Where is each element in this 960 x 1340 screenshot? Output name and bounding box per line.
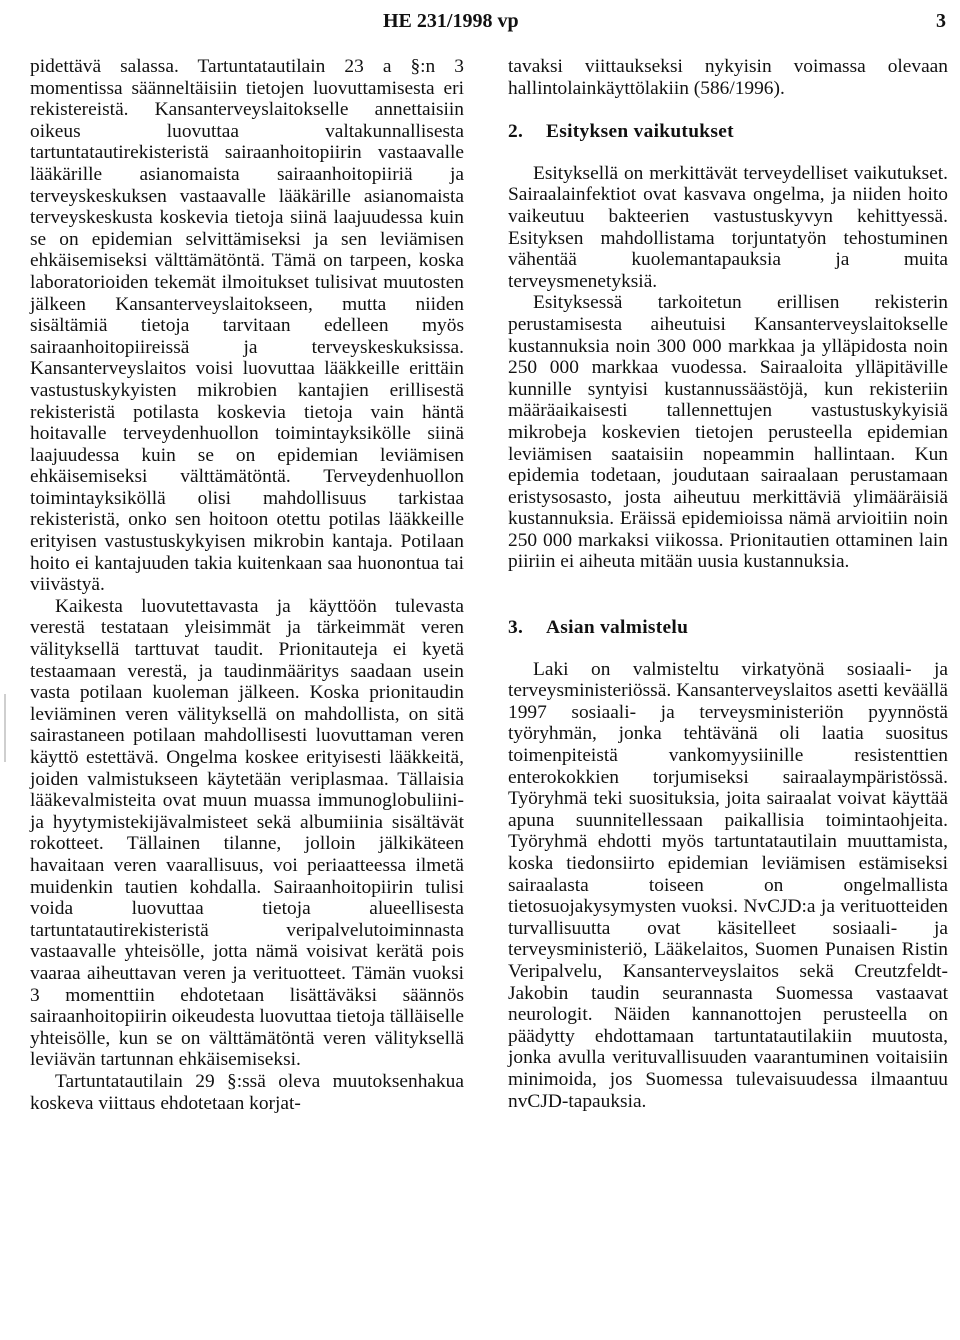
section-3-paragraph-1: Laki on valmisteltu virkatyönä sosiaali- ja terveysministeriössä. Kansanterveyslaitos asetti keväällä 1997 sosiaali- ja terveysministeriön pyynnöstä työryhmän, jonka tehtävänä oli laatia suositus toimenpiteistä vankomyysiinille resistenttien enterokokkien torjumiseksi sairaalaympäristössä. Työryhmä teki suosituksia, joita sairaalat voivat käyttää apuna suunnitellessaan paikallisia toimintaohjeita. Työryhmä ehdotti myös tartuntatautilain muuttamista, koska tiedonsiirto epidemian leviämisen estämiseksi sairaalasta toiseen on ongelmallista tietosuojakysymysten vuoksi. NvCJD:a ja verituotteiden turvallisuutta ovat käsitelleet sosiaali- ja terveysministeriö, Lääkelaitos, Suomen Punaisen Ristin Veripalvelu, Kansanterveyslaitos sekä Creutzfeldt-Jakobin taudin seurannasta Suomessa vastaavat neurologit. Näiden kannanottojen perusteella on päädytty ehdottamaan tartuntatautilakiin muutosta, jonka avulla verituvallisuuden vaarantuminen voitaisiin minimoida, jos Suomessa tulevaisuudessa ilmaantuu nvCJD-tapauksia.: [508, 658, 948, 1112]
section-2-paragraph-1: Esityksellä on merkittävät terveydelliset vaikutukset. Sairaalainfektiot ovat kasvava ongelma, ja niiden hoito vaikeutuu bakteerien vastustuskyvyn kehittyessä. Esityksen mahdollistama torjuntatyön tehostuminen vähentää kuolemantapauksia ja muita terveysmenetyksiä.: [508, 162, 948, 292]
section-heading-2: [508, 121, 948, 143]
left-column: [30, 56, 464, 1114]
section-number: 3.: [508, 617, 524, 639]
right-column: [508, 56, 948, 1112]
left-paragraph-3: Tartuntatautilain 29 §:ssä oleva muutoksenhakua koskeva viittaus ehdotetaan korjat-: [30, 1070, 464, 1114]
section-number: 2.: [508, 121, 524, 143]
page-header: [0, 6, 960, 36]
document-id: HE 231/1998 vp: [383, 10, 519, 32]
left-paragraph-1: pidettävä salassa. Tartuntatautilain 23 a §:n 3 momentissa säänneltäisiin tietojen luovuttamisesta eri rekistereistä. Kansanterveyslaitokselle annettaisiin oikeus luovuttaa valtakunnallisesta tartuntatautirekisteristä sairaanhoitopiirin vastaavalle lääkärille asianomaista sairaanhoitopiiriä ja terveyskeskuksen vastaavalle lääkärille asianomaista terveyskeskusta koskevia tietoja siinä laajuudessa kuin se on epidemian selvittämiseksi ja sen leviämisen ehkäisemiseksi välttämätöntä. Tämä on tarpeen, koska laboratorioiden tekemät ilmoitukset tulisivat muutosten jälkeen Kansanterveyslaitokseen, mutta niiden sisältämiä tietoja tarvitaan edelleen myös sairaanhoitopiireissä ja terveyskeskuksissa. Kansanterveyslaitos voisi luovuttaa lääkkeille erittäin vastustuskykyisten mikrobien kantajien erillisestä rekisteristä potilasta koskevia tietoja vain häntä hoitavalle terveydenhuollon toimintayksikölle siinä laajuudessa kuin se on epidemian leviämisen ehkäisemiseksi välttämätöntä. Terveydenhuollon toimintayksiköllä olisi mahdollisuus tarkistaa rekisteristä, onko sen hoitoon otettu potilas lääkkeille erityisen vastustuskykyisen mikrobin kantaja. Potilaan hoito ei kantajuuden takia kuitenkaan saa huonontua tai viivästyä.: [30, 56, 464, 596]
section-title: Esityksen vaikutukset: [546, 121, 734, 143]
section-title: Asian valmistelu: [546, 617, 689, 639]
section-heading-3: [508, 617, 948, 639]
right-intro-paragraph: tavaksi viittaukseksi nykyisin voimassa olevaan hallintolainkäyttölakiin (586/1996).: [508, 56, 948, 99]
section-2-paragraph-2: Esityksessä tarkoitetun erillisen rekisterin perustamisesta aiheutuisi Kansanterveyslaitokselle kustannuksia noin 300 000 markkaa ja ylläpidosta noin 250 000 markkaa vuodessa. Sairaaloita ylläpitäville kunnille syntyisi kustannussäästöjä, kun rekisteriin määräaikaisesti tallennettujen vastustuskykyisiä mikrobeja koskevien tietojen perusteella epidemian leviämisen saataisiin nopeammin hallintaan. Kun epidemia todetaan, joudutaan sairaalaan perustamaan eristysosasto, josta aiheutuu merkittäviä ylimääräisiä kustannuksia. Eräissä epidemioissa nämä arvioitiin noin 250 000 markaksi viikossa. Prionitautien ottaminen lain piiriin ei aiheuta mitään uusia kustannuksia.: [508, 292, 948, 573]
margin-mark: [4, 694, 6, 762]
page-number: 3: [936, 10, 946, 32]
left-paragraph-2: Kaikesta luovutettavasta ja käyttöön tulevasta verestä testataan yleisimmät ja tärkeimmät veren välityksellä tarttuvat taudit. Prionitauteja ei kyetä testaamaan verestä, ja taudinmääritys saadaan usein vasta potilaan kuoleman jälkeen. Koska prionitaudin leviäminen veren välityksellä on mahdollista, on sitä sairastaneen potilaan mahdollisesti luovuttaman veren käyttö estettävä. Ongelma koskee erityisesti lääkkeitä, joiden valmistukseen käytetään veriplasmaa. Tällaisia lääkevalmisteita ovat muun muassa immunoglobuliini- ja hyytymistekijävalmisteet sekä albumiinia sisältävät rokotteet. Tällainen tilanne, jolloin jälkikäteen havaitaan veren vaarallisuus, voi periaatteessa ilmetä muidenkin tautien kohdalla. Sairaanhoitopiirin tulisi voida luovuttaa tietoja alueellisesta tartuntatautirekisteristä veripalvelutoiminnasta vastaavalle yhteisölle, jotta nämä voisivat kerätä pois vaaraa aiheuttavan veren ja verituotteet. Tämän vuoksi 3 momenttiin ehdotetaan lisättäväksi säännös sairaanhoitopiirin oikeudesta luovuttaa tietoja tälläiselle yhteisölle, kun se on välttämätöntä veren välityksellä leviävän tartunnan ehkäisemiseksi.: [30, 595, 464, 1071]
